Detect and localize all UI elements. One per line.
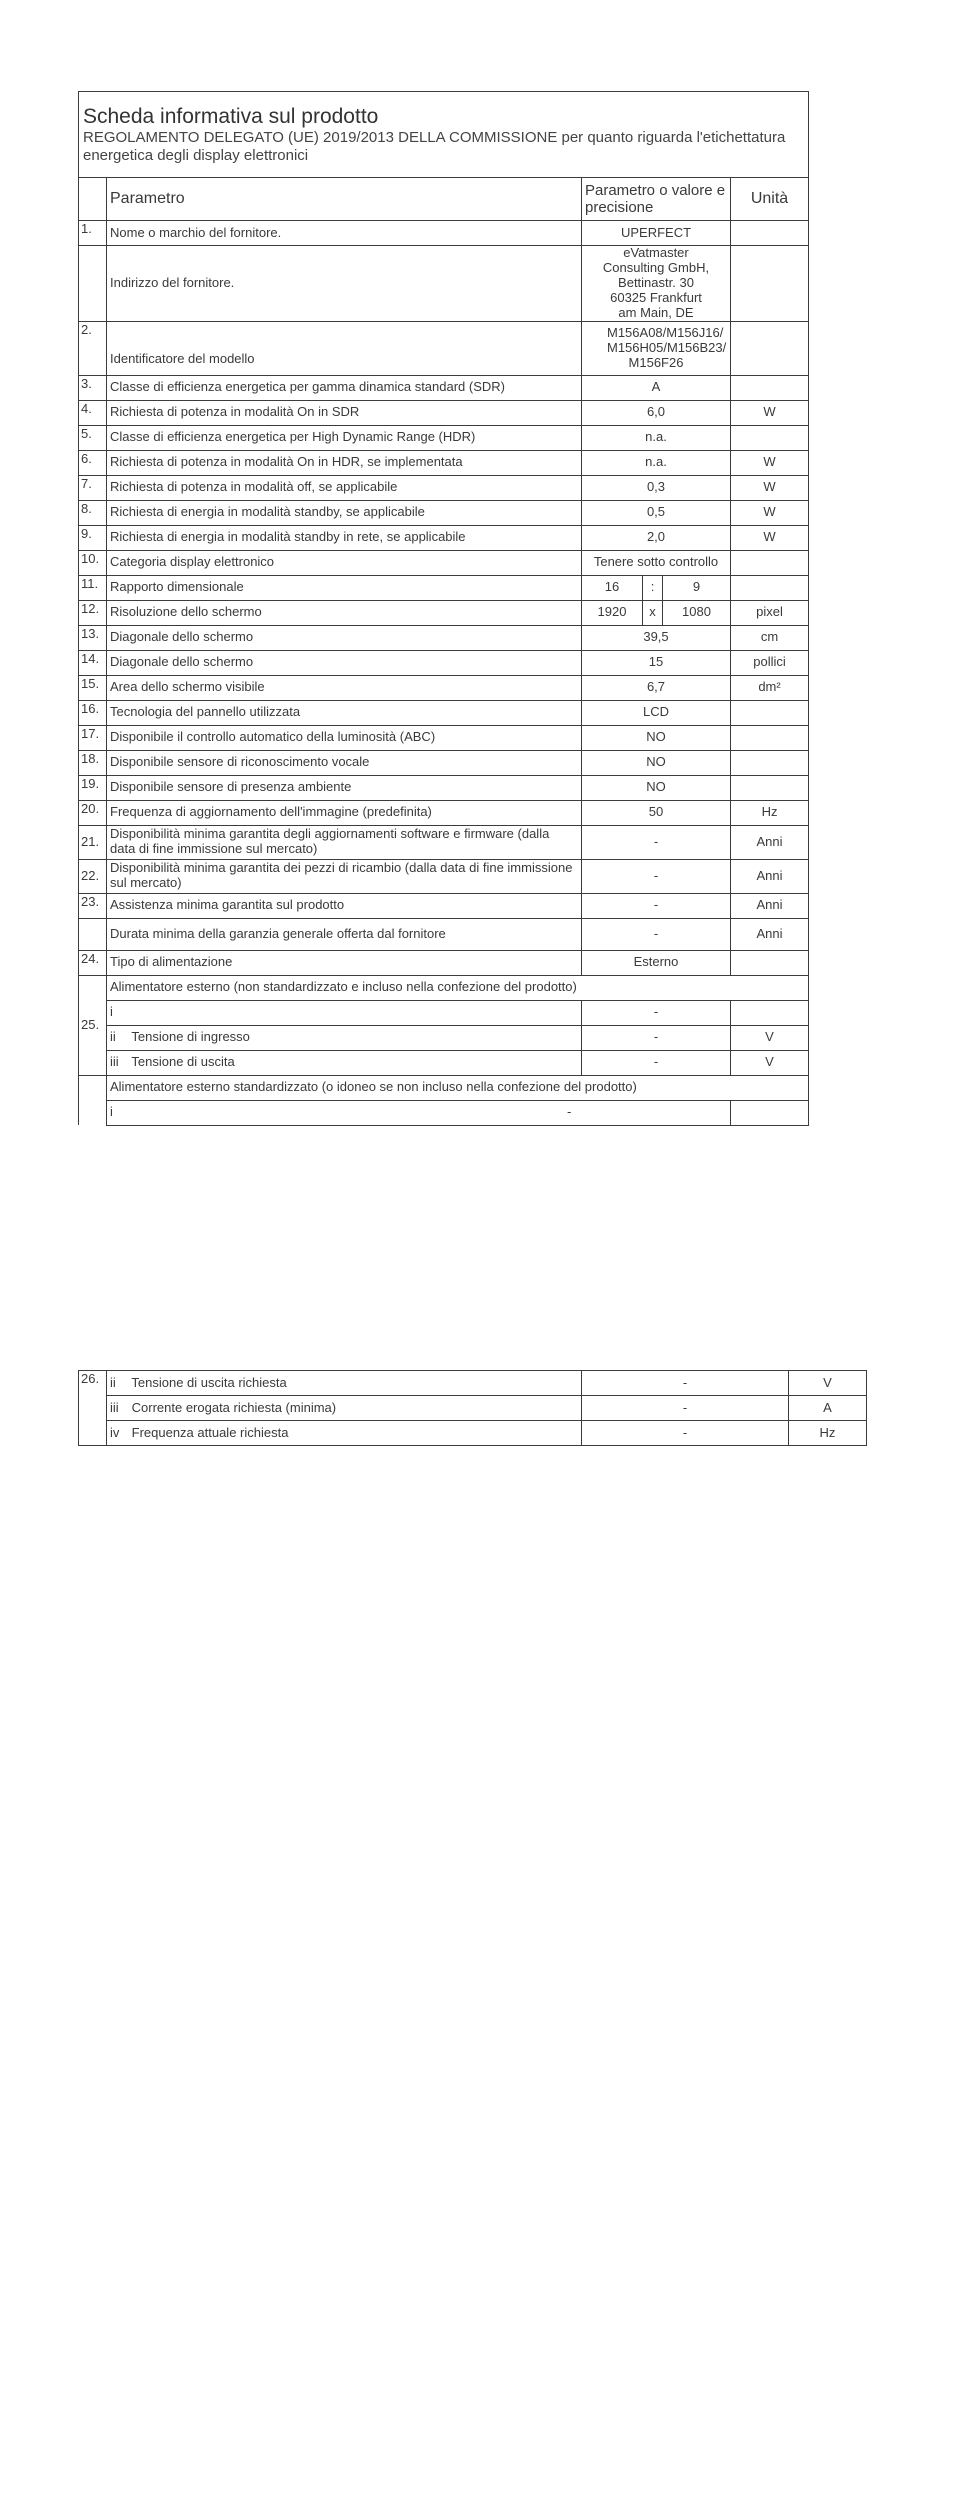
- table-row: 16. Tecnologia del pannello utilizzata LCD: [79, 700, 866, 725]
- info-table-continued: [78, 1370, 867, 1446]
- column-header-param: Parametro: [107, 178, 582, 221]
- table-row: 4. Richiesta di potenza in modalità On in SDR 6,0 W: [79, 400, 866, 425]
- table-row: 12. Risoluzione dello schermo 1920 x 1080 pixel: [79, 600, 866, 625]
- table-row: 8. Richiesta di energia in modalità standby, se applicabile 0,5 W: [79, 500, 866, 525]
- table-row: iv Frequenza attuale richiesta - Hz: [79, 1421, 867, 1446]
- table-row: 21. Disponibilità minima garantita degli aggiornamenti software e firmware (dalla data di fine immissione sul mercato) - Anni: [79, 825, 866, 859]
- column-header-value: Parametro o valore e precisione: [582, 178, 731, 221]
- table-row: 23. Assistenza minima garantita sul prodotto - Anni: [79, 893, 866, 918]
- table-row: 24. Tipo di alimentazione Esterno: [79, 950, 866, 975]
- table-row: 5. Classe di efficienza energetica per High Dynamic Range (HDR) n.a.: [79, 425, 866, 450]
- table-row: ii Tensione di ingresso - V: [79, 1025, 866, 1050]
- table-row: Durata minima della garanzia generale offerta dal fornitore - Anni: [79, 918, 866, 950]
- table-row: 25. Alimentatore esterno (non standardizzato e incluso nella confezione del prodotto): [79, 975, 866, 1000]
- table-row: Alimentatore esterno standardizzato (o idoneo se non incluso nella confezione del prodotto): [79, 1075, 866, 1100]
- table-row: 17. Disponibile il controllo automatico della luminosità (ABC) NO: [79, 725, 866, 750]
- table-row: 20. Frequenza di aggiornamento dell'immagine (predefinita) 50 Hz: [79, 800, 866, 825]
- table-row: 2. Identificatore del modello M156A08/M156J16/ M156H05/M156B23/ M156F26: [79, 321, 866, 375]
- table-row: 18. Disponibile sensore di riconoscimento vocale NO: [79, 750, 866, 775]
- table-row: iii Corrente erogata richiesta (minima) - A: [79, 1396, 867, 1421]
- table-row: 6. Richiesta di potenza in modalità On in HDR, se implementata n.a. W: [79, 450, 866, 475]
- table-row: 1. Nome o marchio del fornitore. UPERFECT: [79, 221, 866, 246]
- table-row: 14. Diagonale dello schermo 15 pollici: [79, 650, 866, 675]
- product-information-sheet: [78, 91, 866, 1126]
- table-row: 9. Richiesta di energia in modalità standby in rete, se applicabile 2,0 W: [79, 525, 866, 550]
- column-header-unit: Unità: [731, 178, 809, 221]
- table-row: iii Tensione di uscita - V: [79, 1050, 866, 1075]
- info-table: [78, 91, 866, 1126]
- product-information-sheet-continued: [78, 1370, 866, 1446]
- page-title: Scheda informativa sul prodotto: [83, 105, 379, 128]
- table-row: 15. Area dello schermo visibile 6,7 dm²: [79, 675, 866, 700]
- table-row: 22. Disponibilità minima garantita dei pezzi di ricambio (dalla data di fine immissione sul mercato) - Anni: [79, 859, 866, 893]
- table-row: 26. ii Tensione di uscita richiesta - V: [79, 1371, 867, 1396]
- table-row: 10. Categoria display elettronico Tenere sotto controllo: [79, 550, 866, 575]
- table-row: 3. Classe di efficienza energetica per gamma dinamica standard (SDR) A: [79, 375, 866, 400]
- header-num-cell: [79, 178, 107, 221]
- table-row: 7. Richiesta di potenza in modalità off, se applicabile 0,3 W: [79, 475, 866, 500]
- table-row: 11. Rapporto dimensionale 16 : 9: [79, 575, 866, 600]
- table-row: 19. Disponibile sensore di presenza ambiente NO: [79, 775, 866, 800]
- table-row: Indirizzo del fornitore. eVatmaster Consulting GmbH, Bettinastr. 30 60325 Frankfurt am Main, DE: [79, 246, 866, 322]
- table-row: i -: [79, 1100, 866, 1125]
- table-row: 13. Diagonale dello schermo 39,5 cm: [79, 625, 866, 650]
- table-row: i -: [79, 1000, 866, 1025]
- sheet-header: [79, 92, 809, 178]
- page-subtitle: REGOLAMENTO DELEGATO (UE) 2019/2013 DELLA COMMISSIONE per quanto riguarda l'etichettatura energetica degli display elettronici: [83, 129, 786, 165]
